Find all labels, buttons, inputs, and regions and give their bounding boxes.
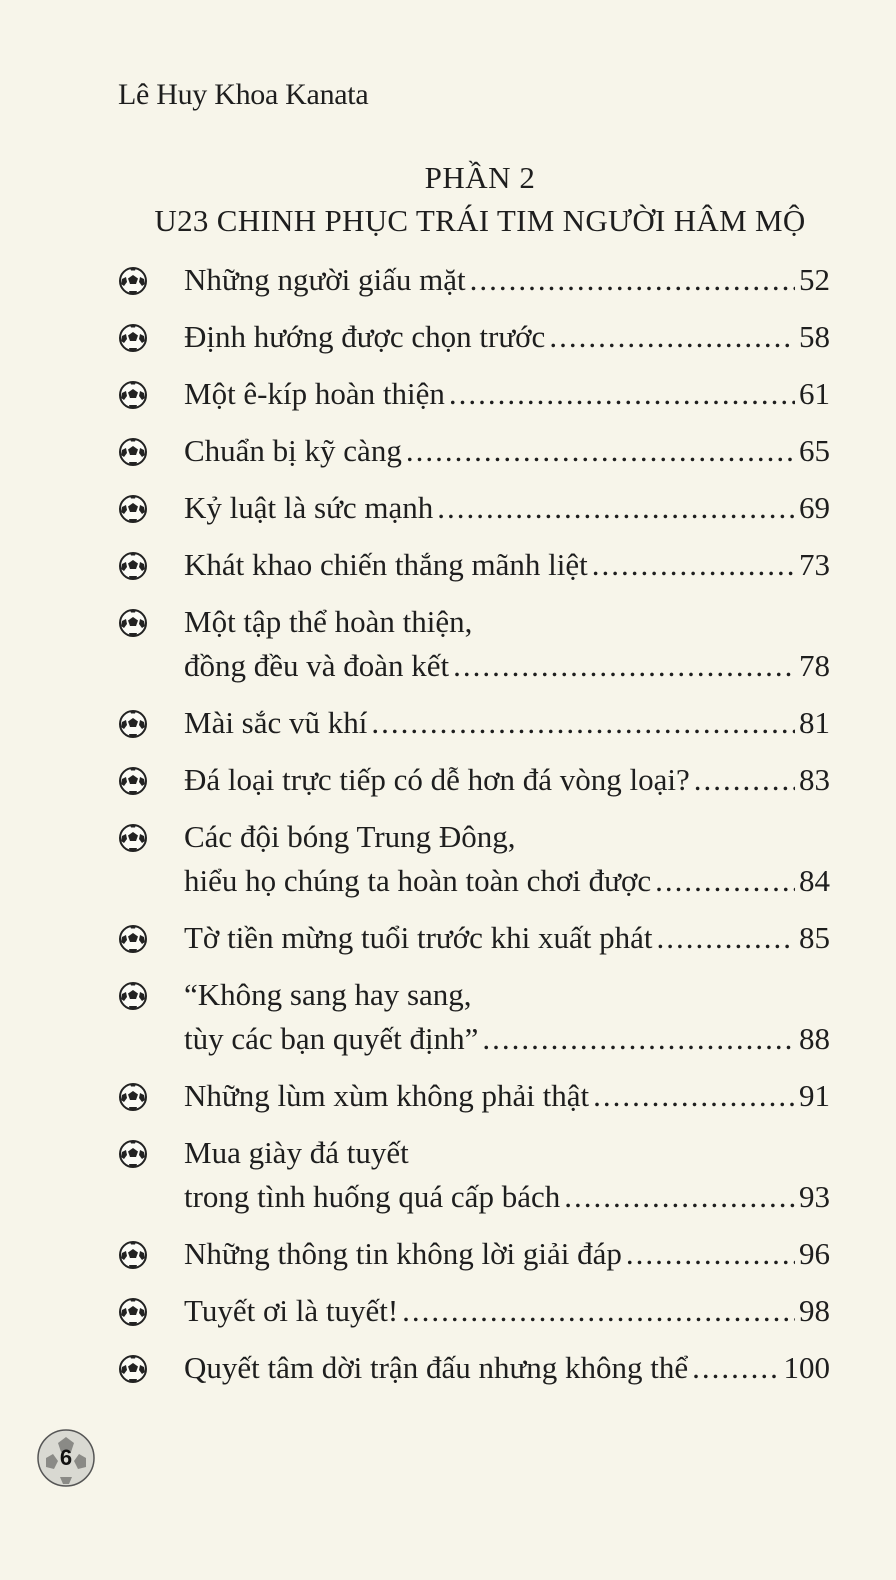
section-subtitle: U23 CHINH PHỤC TRÁI TIM NGƯỜI HÂM MỘ [154, 203, 806, 238]
toc-page-number: 61 [799, 376, 830, 411]
toc-entry [118, 758, 830, 802]
toc-entry-line [184, 815, 830, 859]
toc-entry [118, 973, 830, 1061]
dot-leader [482, 1017, 795, 1061]
dot-leader [402, 1289, 795, 1333]
toc-entry-title: trong tình huống quá cấp bách [184, 1179, 561, 1214]
toc-entry [118, 1074, 830, 1118]
soccer-ball-icon [118, 1352, 148, 1382]
soccer-ball-icon [118, 606, 148, 636]
soccer-ball-icon [118, 1080, 148, 1110]
toc-entry-line [184, 758, 830, 802]
toc-entry-title: Quyết tâm dời trận đấu nhưng không thể [184, 1350, 689, 1385]
section-title: PHẦN 2 [424, 160, 536, 195]
toc-entry-title: đồng đều và đoàn kết [184, 648, 450, 683]
toc-entry-line [184, 701, 830, 745]
soccer-ball-icon [118, 707, 148, 737]
dot-leader [449, 372, 795, 416]
toc-page-number: 98 [799, 1293, 830, 1328]
toc-page-number: 91 [799, 1078, 830, 1113]
toc-entry-title: Những thông tin không lời giải đáp [184, 1236, 622, 1271]
toc-entry-line [184, 258, 830, 302]
page-number-badge [36, 1428, 96, 1488]
toc-entry-line [184, 1346, 830, 1390]
dot-leader [592, 543, 795, 587]
toc-entry-line [184, 600, 830, 644]
soccer-ball-icon [118, 1238, 148, 1268]
toc-entry-line [184, 916, 830, 960]
table-of-contents [118, 258, 830, 1403]
toc-entry-line [184, 1175, 830, 1219]
toc-entry [118, 1131, 830, 1219]
soccer-ball-icon [118, 922, 148, 952]
toc-entry-title: Định hướng được chọn trước [184, 319, 546, 354]
toc-entry-line [184, 315, 830, 359]
soccer-ball-icon [118, 1137, 148, 1167]
toc-page-number: 65 [799, 433, 830, 468]
dot-leader [593, 1074, 795, 1118]
dot-leader [655, 859, 795, 903]
toc-entry-title: Một ê-kíp hoàn thiện [184, 376, 445, 411]
toc-entry-line [184, 1232, 830, 1276]
running-header-author: Lê Huy Khoa Kanata [118, 78, 369, 111]
dot-leader [564, 1175, 795, 1219]
toc-page-number: 52 [799, 262, 830, 297]
dot-leader [692, 1346, 779, 1390]
toc-entry-title: Khát khao chiến thắng mãnh liệt [184, 547, 588, 582]
toc-page-number: 73 [799, 547, 830, 582]
toc-entry-line [184, 543, 830, 587]
toc-entry-title: Một tập thể hoàn thiện, [184, 604, 473, 639]
toc-entry-title: tùy các bạn quyết định” [184, 1021, 479, 1056]
toc-page-number: 84 [799, 863, 830, 898]
toc-page-number: 85 [799, 920, 830, 955]
toc-page-number: 88 [799, 1021, 830, 1056]
toc-entry-line [184, 859, 830, 903]
toc-entry [118, 258, 830, 302]
toc-entry [118, 815, 830, 903]
soccer-ball-icon [118, 821, 148, 851]
toc-entry-title: Những người giấu mặt [184, 262, 466, 297]
dot-leader [437, 486, 795, 530]
toc-entry-title: Kỷ luật là sức mạnh [184, 490, 434, 525]
toc-entry-title: Chuẩn bị kỹ càng [184, 433, 402, 468]
dot-leader [626, 1232, 795, 1276]
dot-leader [694, 758, 795, 802]
soccer-ball-icon [118, 1295, 148, 1325]
toc-page-number: 83 [799, 762, 830, 797]
toc-entry-line [184, 1131, 830, 1175]
dot-leader [453, 644, 795, 688]
toc-page-number: 100 [783, 1350, 830, 1385]
toc-entry-line [184, 429, 830, 473]
dot-leader [371, 701, 795, 745]
soccer-ball-icon [118, 492, 148, 522]
toc-entry-title: Tuyết ơi là tuyết! [184, 1293, 399, 1328]
toc-entry-title: Mua giày đá tuyết [184, 1135, 409, 1170]
toc-entry [118, 1346, 830, 1390]
toc-entry-title: hiểu họ chúng ta hoàn toàn chơi được [184, 863, 652, 898]
dot-leader [656, 916, 795, 960]
dot-leader [549, 315, 795, 359]
toc-entry-title: “Không sang hay sang, [184, 977, 472, 1012]
toc-entry-line [184, 644, 830, 688]
soccer-ball-icon [118, 378, 148, 408]
page-number: 6 [59, 1445, 73, 1470]
toc-entry [118, 543, 830, 587]
toc-entry-line [184, 1017, 830, 1061]
toc-page-number: 69 [799, 490, 830, 525]
toc-page-number: 93 [799, 1179, 830, 1214]
dot-leader [406, 429, 795, 473]
toc-entry [118, 701, 830, 745]
toc-entry [118, 1232, 830, 1276]
toc-entry [118, 916, 830, 960]
toc-entry [118, 486, 830, 530]
soccer-ball-icon [118, 764, 148, 794]
toc-page-number: 58 [799, 319, 830, 354]
soccer-ball-icon [118, 549, 148, 579]
toc-entry [118, 315, 830, 359]
soccer-ball-icon [118, 435, 148, 465]
toc-entry-line [184, 372, 830, 416]
toc-entry-line [184, 1289, 830, 1333]
toc-page-number: 96 [799, 1236, 830, 1271]
toc-page-number: 81 [799, 705, 830, 740]
toc-entry-title: Tờ tiền mừng tuổi trước khi xuất phát [184, 920, 653, 955]
soccer-ball-icon [118, 264, 148, 294]
toc-entry [118, 600, 830, 688]
toc-entry [118, 1289, 830, 1333]
toc-entry-line [184, 1074, 830, 1118]
toc-entry [118, 429, 830, 473]
soccer-ball-icon [118, 321, 148, 351]
toc-entry-title: Đá loại trực tiếp có dễ hơn đá vòng loại? [184, 762, 690, 797]
soccer-ball-icon [118, 979, 148, 1009]
toc-entry-title: Các đội bóng Trung Đông, [184, 819, 516, 854]
toc-entry-line [184, 486, 830, 530]
toc-entry-line [184, 973, 830, 1017]
toc-entry-title: Mài sắc vũ khí [184, 705, 368, 740]
toc-entry [118, 372, 830, 416]
toc-page-number: 78 [799, 648, 830, 683]
dot-leader [470, 258, 795, 302]
toc-entry-title: Những lùm xùm không phải thật [184, 1078, 590, 1113]
